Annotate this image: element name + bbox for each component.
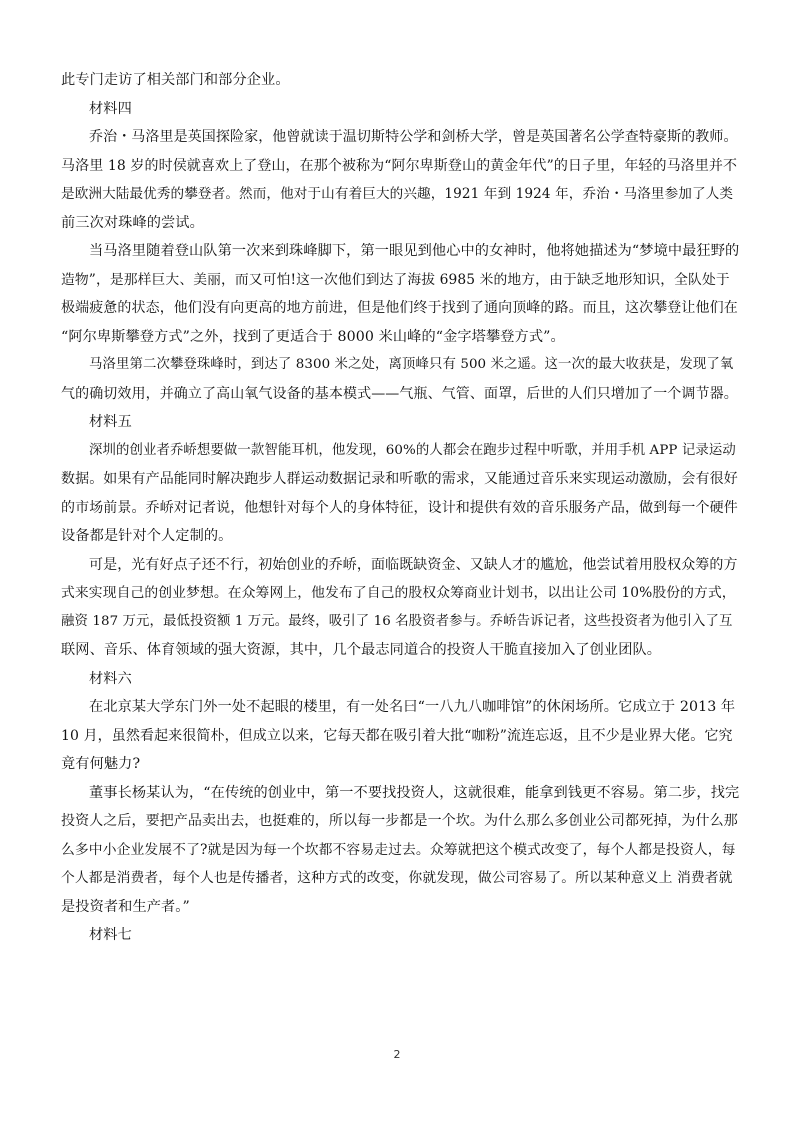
- text-line: 深圳的创业者乔峤想要做一款智能耳机，他发现，60%的人都会在跑步过程中听歌，并用手机 APP 记录运动: [89, 442, 736, 458]
- text-line: 么多中小企业发展不了?就是因为每一个坎都不容易走过去。众筹就把这个模式改变了，每个人都是投资人，每: [61, 841, 736, 858]
- text-line: 造物”，是那样巨大、美丽，而又可怕!这一次他们到达了海拔 6985 米的地方，由于缺乏地形知识，全队处于: [61, 271, 730, 288]
- section-heading: 材料七: [89, 927, 132, 943]
- text-line: 是投资者和生产者。”: [61, 898, 190, 915]
- text-line: 乔治・马洛里是英国探险家，他曾就读于温切斯特公学和剑桥大学，曾是英国著名公学查特豪斯的教师。: [89, 129, 738, 145]
- text-line: 投资人之后，要把产品卖出去，也挺难的，所以每一步都是一个坎。为什么那么多创业公司都死掉，为什么那: [61, 813, 738, 829]
- text-line: 马洛里 18 岁的时侯就喜欢上了登山，在那个被称为“阿尔卑斯登山的黄金年代”的日子里，年轻的马洛里并不: [61, 157, 738, 174]
- page-number: 2: [393, 1048, 401, 1061]
- text-line: 竟有何魅力?: [61, 756, 141, 772]
- text-line: 此专门走访了相关部门和部分企业。: [61, 72, 290, 88]
- text-line: 马洛里第二次攀登珠峰时，到达了 8300 米之处，离顶峰只有 500 米之遥。这一次的最大收获是，发现了氧: [89, 357, 734, 372]
- text-line: “阿尔卑斯攀登方式”之外，找到了更适合于 8000 米山峰的“金字塔攀登方式”。: [61, 328, 565, 345]
- text-line: 当马洛里随着登山队第一次来到珠峰脚下，第一眼见到他心中的女神时，他将她描述为“梦境中最狂野的: [89, 243, 739, 259]
- text-line: 式来实现自己的创业梦想。在众筹网上，他发布了自己的股权众筹商业计划书，以出让公司 10%股份的方式，: [61, 585, 736, 601]
- section-heading: 材料四: [89, 100, 132, 117]
- text-line: 可是，光有好点子还不行，初始创业的乔峤，面临既缺资金、又缺人才的尴尬，他尝试着用股权众筹的方: [89, 556, 738, 573]
- text-line: 董事长杨某认为，“在传统的创业中，第一不要找投资人，这就很难，能拿到钱更不容易。第二步，找完: [89, 784, 739, 801]
- text-line: 10 月，虽然看起来很简朴，但成立以来，它每天都在吸引着大批“咖粉”流连忘返，且不少是业界大佬。它究: [61, 727, 733, 744]
- document-body: [61, 66, 739, 950]
- text-line: 在北京某大学东门外一处不起眼的楼里，有一处名曰“一八九八咖啡馆”的休闲场所。它成立于 2013 年: [89, 699, 736, 715]
- text-line: 前三次对珠峰的尝试。: [61, 214, 204, 231]
- section-heading: 材料六: [89, 670, 132, 687]
- text-line: 的市场前景。乔峤对记者说，他想针对每个人的身体特征，设计和提供有效的音乐服务产品，做到每一个硬件: [61, 499, 738, 516]
- section-heading: 材料五: [89, 414, 132, 430]
- text-line: 联网、音乐、体育领域的强大资源，其中，几个最志同道合的投资人干脆直接加入了创业团队。: [61, 642, 662, 658]
- text-line: 极端疲惫的状态，他们没有向更高的地方前进，但是他们终于找到了通向顶峰的路。而且，这次攀登让他们在: [61, 300, 738, 316]
- text-line: 个人都是消费者，每个人也是传播者，这种方式的改变，你就发现，做公司容易了。所以某种意义上 消费者就: [61, 870, 733, 886]
- text-line: 融资 187 万元，最低投资额 1 万元。最终，吸引了 16 名股资者参与。乔峤告诉记者，这些投资者为他引入了互: [61, 613, 733, 629]
- text-line: 数据。如果有产品能同时解决跑步人群运动数据记录和听歌的需求，又能通过音乐来实现运动激励，会有很好: [61, 471, 738, 487]
- text-line: 气的确切效用，并确立了高山氧气设备的基本模式——气瓶、气管、面罩，后世的人们只增加了一个调节器。: [61, 385, 738, 402]
- text-line: 设备都是针对个人定制的。: [61, 528, 233, 544]
- text-line: 是欧洲大陆最优秀的攀登者。然而，他对于山有着巨大的兴趣，1921 年到 1924 年，乔治・马洛里参加了人类: [61, 186, 734, 202]
